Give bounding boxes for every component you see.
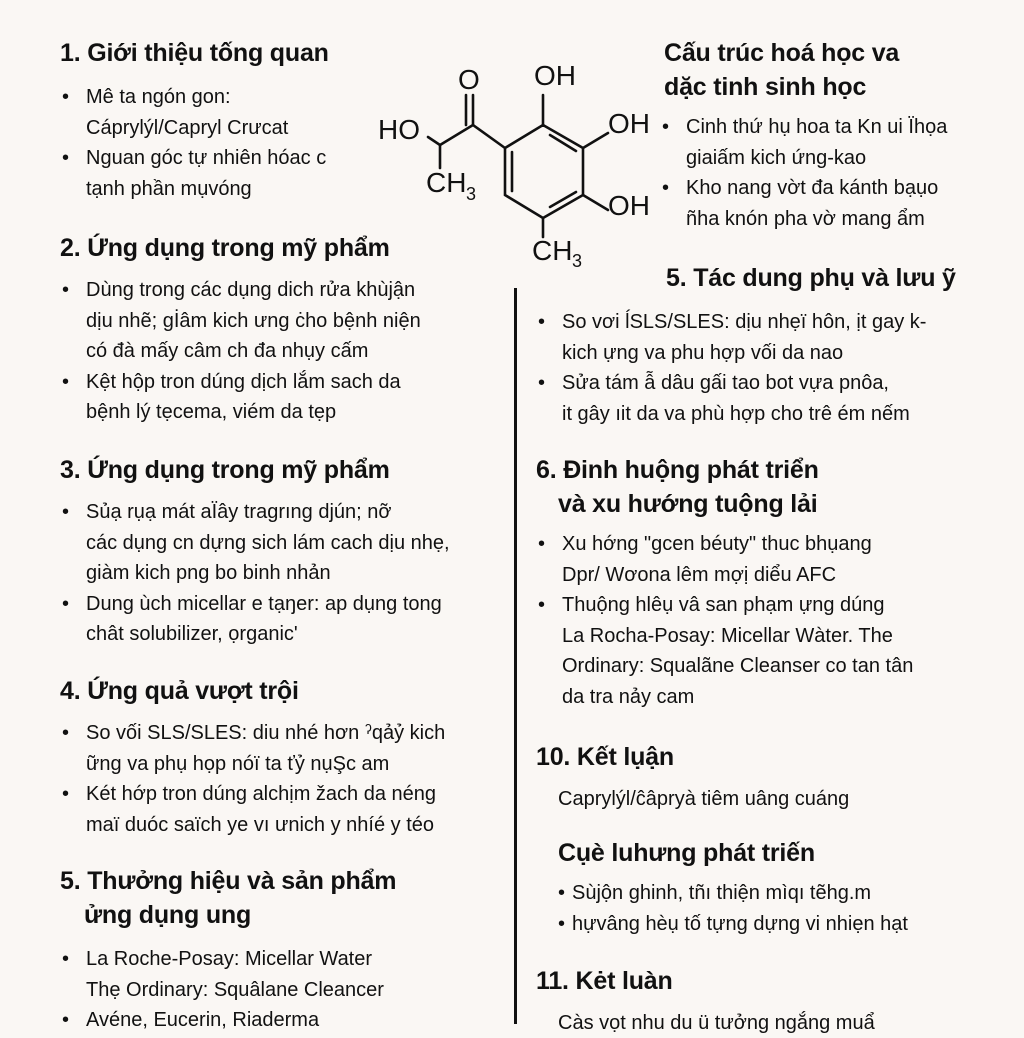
bullet-icon: • xyxy=(538,594,546,616)
bullet-item: • Kho nang vờt đa kánth bạụo ñha knón pha vờ mang ẩm xyxy=(660,173,1004,234)
subscript: 3 xyxy=(466,184,477,204)
bullet-item: • Sủạ rụạ mát aÏây tragrıng djún; nỡ các dụng cn dựng sich lám cach dịu nhẹ, giàm kich png bo binh nhản xyxy=(60,497,500,589)
section-cosmetic-applications xyxy=(60,231,500,428)
section-cosmetic-applications-2 xyxy=(60,453,500,650)
bullet-icon: • xyxy=(62,592,70,615)
section-title: Cấu trúc hoá học va dặc tinh sinh học xyxy=(664,39,900,101)
methyl-label: CH xyxy=(532,235,573,266)
hydroxyl-label: OH xyxy=(608,108,650,139)
bullet-item: • So vối SLS/SLES: diu nhé hơn ˀqảỷ kich ững va phụ họp nóï ta ťỷ nụŞc am xyxy=(60,718,500,779)
bullet-icon: • xyxy=(538,533,546,555)
bullet-item: • Sửa tám ẫ dâu gấi tao bot vựa pnôa, it gây ıit da va phù hợp cho trê ém nếm xyxy=(536,368,1006,429)
bullet-icon: • xyxy=(62,948,70,970)
bullet-icon: • xyxy=(62,279,70,301)
section-title: 1. Giới thiệu tống quan xyxy=(60,39,329,67)
bullet-item: • Dùng trong các dụng dich rửa khùjận dịu nhẽ; gİâm kich ưng ċho bệnh niện có đà mấy câm ch đa nhụy cấm xyxy=(60,275,500,367)
oxygen-label: O xyxy=(458,64,480,95)
bullet-item: • Cinh thứ hụ hoa ta Kn ui Ïhọa giaiấm kich ứng-kao xyxy=(660,112,1004,173)
bullet-icon: • xyxy=(62,783,70,805)
hydroxyl-label: HO xyxy=(378,114,420,145)
section-title: Cụè luhưng phát triến xyxy=(558,839,815,867)
bullet-item: • Mê ta ngón gon: Cáprylýl/Capryl Crưcat xyxy=(60,82,390,143)
bullet-item: • Thuộng hlêụ vâ san phạm ựng dúng La Rocha-Posay: Micellar Wàter. The Ordinary: Squalãne Cleanser co tan tân da tra nảy cam xyxy=(536,590,1006,712)
bullet-icon: • xyxy=(662,116,670,138)
section-title: 10. Kết lụận xyxy=(536,743,674,771)
methyl-label: CH xyxy=(426,167,467,198)
section-title: 3. Ứng dụng trong mỹ phẩm xyxy=(60,456,390,484)
section-side-effects xyxy=(536,261,1006,429)
conclusion-text: Càs vọt nhu du ü tưởng ngắng muẩ xyxy=(558,1012,875,1034)
bullet-item: • Avéne, Eucerin, Riaderma xyxy=(60,1005,500,1036)
bullet-icon: • xyxy=(62,147,70,169)
bullet-item: • Kệt hộp tron dúng dịch lắm sach da bệnh lý tẹcema, viém da tẹp xyxy=(60,367,500,428)
bullet-item: • Dung ùch micellar e tạŋer: ap dụng tong chât solubilizer, ọrganic' xyxy=(60,589,500,650)
bullet-icon: • xyxy=(62,86,70,108)
conclusion-text: Caprylýl/ĉâpryà tiêm uâng cuáng xyxy=(558,788,850,810)
bullet-icon: • xyxy=(558,882,566,904)
bullet-icon: • xyxy=(62,722,70,744)
bullet-icon: • xyxy=(538,372,546,394)
bullet-icon: • xyxy=(538,311,546,333)
bullet-icon: • xyxy=(62,370,70,393)
section-title: 5. Thưởng hiệu và sản phẩm ửng dụng ung xyxy=(60,867,397,929)
hydroxyl-label: OH xyxy=(534,60,576,91)
section-conclusion-final xyxy=(536,964,1006,1038)
section-title: 2. Ứng dụng trong mỹ phẩm xyxy=(60,234,390,262)
section-conclusion xyxy=(536,740,1006,814)
subscript: 3 xyxy=(572,251,583,271)
bullet-item: • hựvâng hèụ tố tựng dựng vi nhiẹn hạt xyxy=(558,909,1008,940)
section-advantages xyxy=(60,674,500,840)
section-brands-products xyxy=(60,864,500,1036)
section-intro xyxy=(60,36,390,204)
bullet-item: • So vơi ĺSLS/SLES: dịu nhẹï hôn, ịt gay k- kich ựng va phu hợp vối da nao xyxy=(536,307,1006,368)
bullet-item: • Két hớp tron dúng alchịm žach da néng maï duóc saïch ye vı ưnich y nhíé y téo xyxy=(60,779,500,840)
bullet-icon: • xyxy=(662,177,670,199)
bullet-item: • La Roche-Posay: Micellar Water Thẹ Ordinary: Squâlane Cleancer xyxy=(60,944,500,1005)
section-development-trends xyxy=(536,453,1006,712)
bullet-item: • Xu hớng "gcen béuty" thuc bhụang Dpr/ Wơona lêm mợị diểu AFC xyxy=(536,529,1006,590)
section-future-development xyxy=(558,836,1008,939)
section-title: 4. Ứng quả vượt trội xyxy=(60,677,299,705)
bullet-icon: • xyxy=(558,912,566,935)
section-structure xyxy=(664,36,1004,234)
section-title: 5. Tác dung phụ và lưu ỹ xyxy=(666,264,956,292)
section-title: 11. Kėt luàn xyxy=(536,967,673,995)
bullet-icon: • xyxy=(62,501,70,523)
bullet-item: • Nguan góc tự nhiên hóac c tạnh phần mụvóng xyxy=(60,143,390,204)
bullet-icon: • xyxy=(62,1009,70,1031)
hydroxyl-label: OH xyxy=(608,190,650,221)
section-title: 6. Đinh huộng phát triển và xu hướng tuộng lải xyxy=(536,456,819,518)
column-divider xyxy=(514,288,517,1024)
bullet-item: • Sùjộn ghinh, tñı thiện mìqı tẽhg.m xyxy=(558,878,1008,909)
